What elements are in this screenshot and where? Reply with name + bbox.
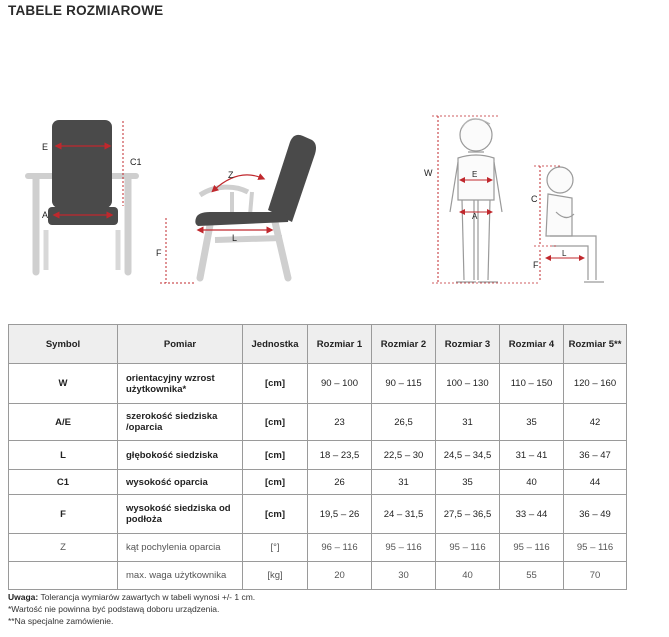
table-row (9, 495, 627, 534)
note-line-3: **Na specjalne zamówienie. (8, 616, 114, 626)
cell-value: 27,5 – 36,5 (436, 495, 500, 534)
cell-value: 95 – 116 (436, 534, 500, 562)
cell-value: 23 (308, 404, 372, 441)
page-title: TABELE ROZMIAROWE (8, 3, 164, 18)
cell-value: 30 (372, 562, 436, 590)
table-row (9, 441, 627, 470)
cell-value: 95 – 116 (372, 534, 436, 562)
note-line-2: *Wartość nie powinna być podstawą doboru urządzenia. (8, 604, 220, 614)
table-header-row (9, 325, 627, 364)
cell-value: 26,5 (372, 404, 436, 441)
cell-value: 96 – 116 (308, 534, 372, 562)
cell-value: 110 – 150 (500, 364, 564, 404)
chair-side-view (156, 135, 316, 283)
row-measure: wysokość oparcia (118, 470, 243, 495)
cell-value: 40 (436, 562, 500, 590)
row-measure: wysokość siedziska od podłoża (118, 495, 243, 534)
table-row (9, 562, 627, 590)
dim-label-l: L (232, 233, 238, 243)
row-measure: kąt pochylenia oparcia (118, 534, 243, 562)
cell-value: 22,5 – 30 (372, 441, 436, 470)
row-measure: orientacyjny wzrost użytkownika* (118, 364, 243, 404)
row-measure: max. waga użytkownika (118, 562, 243, 590)
row-unit: [cm] (243, 364, 308, 404)
cell-value: 20 (308, 562, 372, 590)
dim-label-a-body: A (472, 212, 478, 221)
cell-value: 70 (564, 562, 627, 590)
cell-value: 100 – 130 (436, 364, 500, 404)
header-size-2: Rozmiar 2 (372, 325, 436, 364)
notes (8, 591, 255, 627)
row-measure: głębokość siedziska (118, 441, 243, 470)
cell-value: 95 – 116 (500, 534, 564, 562)
cell-value: 35 (500, 404, 564, 441)
header-symbol: Symbol (9, 325, 118, 364)
row-symbol: Z (9, 534, 118, 562)
cell-value: 24,5 – 34,5 (436, 441, 500, 470)
row-unit: [cm] (243, 404, 308, 441)
dim-label-w: W (424, 168, 433, 178)
header-size-3: Rozmiar 3 (436, 325, 500, 364)
size-table (8, 324, 627, 590)
header-measure: Pomiar (118, 325, 243, 364)
child-standing-figure (450, 119, 502, 282)
cell-value: 36 – 47 (564, 441, 627, 470)
row-symbol: L (9, 441, 118, 470)
cell-value: 44 (564, 470, 627, 495)
cell-value: 40 (500, 470, 564, 495)
row-symbol: F (9, 495, 118, 534)
note-tolerance (8, 591, 255, 603)
cell-value: 36 – 49 (564, 495, 627, 534)
cell-value: 35 (436, 470, 500, 495)
row-symbol (9, 562, 118, 590)
dim-label-f-body: F (533, 260, 539, 270)
cell-value: 33 – 44 (500, 495, 564, 534)
cell-value: 55 (500, 562, 564, 590)
dim-label-a: A (42, 210, 49, 220)
dim-label-e-body: E (472, 170, 478, 179)
cell-value: 31 (436, 404, 500, 441)
dim-label-l-body: L (562, 249, 567, 258)
header-size-1: Rozmiar 1 (308, 325, 372, 364)
row-unit: [kg] (243, 562, 308, 590)
table-row (9, 364, 627, 404)
table-row (9, 404, 627, 441)
cell-value: 90 – 100 (308, 364, 372, 404)
dim-label-c: C (531, 194, 538, 204)
dim-label-f: F (156, 248, 162, 258)
row-measure: szerokość siedziska /oparcia (118, 404, 243, 441)
row-unit: [cm] (243, 441, 308, 470)
cell-value: 95 – 116 (564, 534, 627, 562)
cell-value: 120 – 160 (564, 364, 627, 404)
cell-value: 31 (372, 470, 436, 495)
row-unit: [cm] (243, 495, 308, 534)
row-unit: [°] (243, 534, 308, 562)
row-symbol: C1 (9, 470, 118, 495)
cell-value: 31 – 41 (500, 441, 564, 470)
note-line-1: Tolerancja wymiarów zawartych w tabeli wynosi +/- 1 cm. (40, 592, 256, 602)
cell-value: 90 – 115 (372, 364, 436, 404)
table-row (9, 534, 627, 562)
cell-value: 19,5 – 26 (308, 495, 372, 534)
header-size-5: Rozmiar 5** (564, 325, 627, 364)
chair-front-view (28, 120, 142, 272)
dim-label-z: Z (228, 170, 234, 180)
cell-value: 26 (308, 470, 372, 495)
table-row (9, 470, 627, 495)
note-label: Uwaga: (8, 592, 39, 602)
row-symbol: A/E (9, 404, 118, 441)
cell-value: 18 – 23,5 (308, 441, 372, 470)
dim-label-e: E (42, 142, 49, 152)
header-unit: Jednostka (243, 325, 308, 364)
header-size-4: Rozmiar 4 (500, 325, 564, 364)
cell-value: 42 (564, 404, 627, 441)
row-symbol: W (9, 364, 118, 404)
cell-value: 24 – 31,5 (372, 495, 436, 534)
dim-label-c1: C1 (130, 157, 142, 167)
row-unit: [cm] (243, 470, 308, 495)
child-sitting-figure (546, 167, 604, 282)
